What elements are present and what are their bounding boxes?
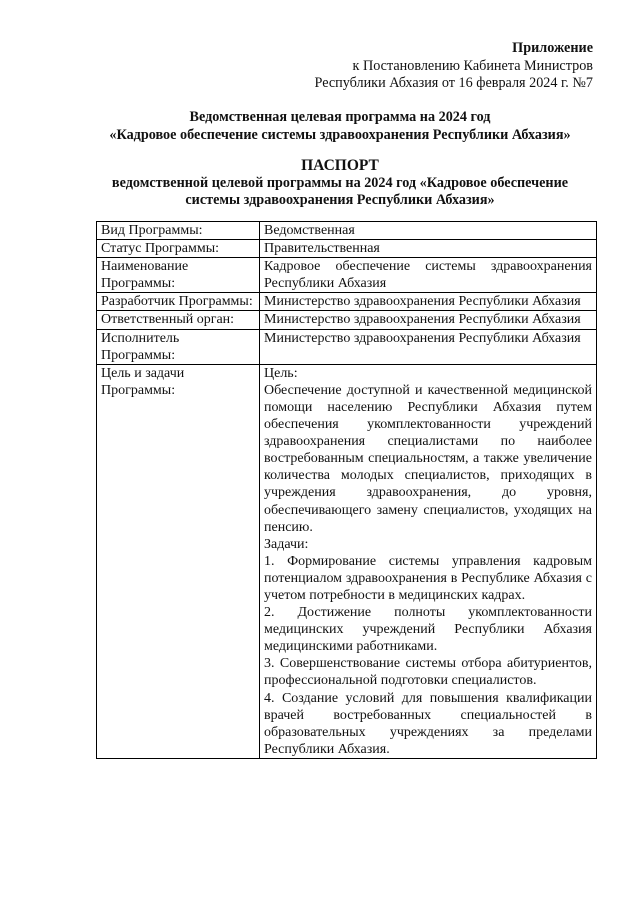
appendix-line-2: Республики Абхазия от 16 февраля 2024 г. №7 xyxy=(314,75,593,91)
table-row xyxy=(97,240,597,258)
row-value: Кадровое обеспечение системы здравоохранения Республики Абхазия xyxy=(260,258,597,293)
appendix-block xyxy=(314,40,593,93)
row-label: Статус Программы: xyxy=(97,240,260,258)
row-label: Вид Программы: xyxy=(97,222,260,240)
row-value: Правительственная xyxy=(260,240,597,258)
program-title-line-2: «Кадровое обеспечение системы здравоохранения Республики Абхазия» xyxy=(109,127,571,143)
task-item: 3. Совершенствование системы отбора абитуриентов, профессиональной подготовки специалистов. xyxy=(264,656,592,689)
row-label: Наименование Программы: xyxy=(97,258,260,293)
passport-table xyxy=(96,221,597,759)
program-title-line-1: Ведомственная целевая программа на 2024 год xyxy=(189,109,491,125)
table-row xyxy=(97,329,597,364)
row-value: Министерство здравоохранения Республики Абхазия xyxy=(260,293,597,311)
appendix-heading: Приложение xyxy=(512,40,593,56)
task-item: 1. Формирование системы управления кадровым потенциалом здравоохранения в Республике Абхазия с учетом потребности в медицинских кадрах. xyxy=(264,553,592,603)
table-row xyxy=(97,258,597,293)
row-value: Ведомственная xyxy=(260,222,597,240)
table-row xyxy=(97,222,597,240)
row-value: Министерство здравоохранения Республики Абхазия xyxy=(260,329,597,364)
appendix-line-1: к Постановлению Кабинета Министров xyxy=(352,57,593,74)
row-label: Исполнитель Программы: xyxy=(97,329,260,364)
goals-label: Цель и задачи Программы: xyxy=(97,364,260,758)
goals-value xyxy=(260,364,597,758)
passport-title-block xyxy=(60,157,620,209)
task-item: 4. Создание условий для повышения квалификации врачей востребованных специальностей в образовательных учреждениях за пределами Республики Абхазия. xyxy=(264,690,592,757)
goals-row xyxy=(97,364,597,758)
tasks-heading: Задачи: xyxy=(264,536,309,552)
row-label: Ответственный орган: xyxy=(97,311,260,329)
table-row xyxy=(97,293,597,311)
task-item: 2. Достижение полноты укомплектованности медицинских учреждений Республики Абхазия медицинскими работниками. xyxy=(264,605,592,655)
program-title xyxy=(40,108,640,144)
passport-subtitle-2: системы здравоохранения Республики Абхазия» xyxy=(185,192,495,208)
table-row xyxy=(97,311,597,329)
passport-heading: ПАСПОРТ xyxy=(301,157,379,174)
goal-text: Обеспечение доступной и качественной медицинской помощи населению Республики Абхазия путем обеспечения укомплектованности учреждений здравоохранения специалистами по наиболее востребованным специальностям, а также увеличение количества молодых специалистов, приходящих в учреждения здравоохранения, до уровня, обеспечивающего замену специалистов, уходящих на пенсию. xyxy=(264,382,592,535)
row-value: Министерство здравоохранения Республики Абхазия xyxy=(260,311,597,329)
goal-heading: Цель: xyxy=(264,365,298,381)
passport-subtitle-1: ведомственной целевой программы на 2024 год «Кадровое обеспечение xyxy=(111,175,569,191)
row-label: Разработчик Программы: xyxy=(97,293,260,311)
